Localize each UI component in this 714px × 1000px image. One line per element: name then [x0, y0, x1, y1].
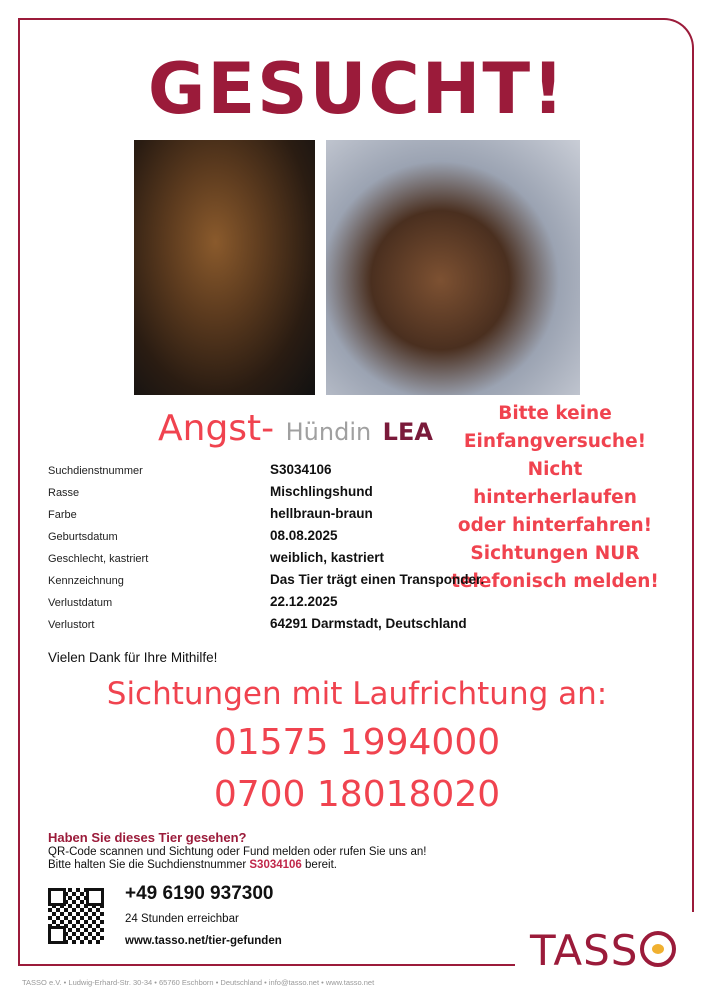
warning-line: Bitte keine — [498, 403, 612, 424]
dog-heading — [158, 408, 433, 449]
detail-label: Rasse — [48, 487, 80, 499]
detail-label: Verlustort — [48, 619, 95, 631]
tasso-logo — [530, 926, 676, 975]
note-text: Bitte halten Sie die Suchdienstnummer — [48, 859, 250, 871]
note-search-id: S3034106 — [249, 859, 302, 871]
qr-finder — [48, 888, 66, 906]
qr-finder — [48, 926, 66, 944]
detail-row — [48, 616, 548, 638]
detail-row — [48, 462, 548, 484]
thanks-text: Vielen Dank für Ihre Mithilfe! — [48, 650, 218, 665]
detail-label: Verlustdatum — [48, 597, 113, 609]
warning-line: telefonisch melden! — [451, 571, 659, 592]
warning-line: oder hinterfahren! — [457, 515, 653, 536]
detail-row — [48, 528, 548, 550]
detail-value: 08.08.2025 — [270, 528, 338, 543]
contact-question: Haben Sie dieses Tier gesehen? — [48, 830, 247, 845]
sightings-headline: Sichtungen mit Laufrichtung an: — [106, 676, 608, 712]
contact-phone: +49 6190 937300 — [125, 883, 274, 904]
heading-prefix: Angst- — [158, 408, 275, 449]
detail-value: Das Tier trägt einen Transponder. — [270, 572, 485, 587]
contact-url[interactable]: www.tasso.net/tier-gefunden — [125, 935, 282, 947]
heading-species: Hündin — [285, 418, 372, 446]
detail-label: Farbe — [48, 509, 77, 521]
detail-value: hellbraun-braun — [270, 506, 373, 521]
footer-address: TASSO e.V. • Ludwig-Erhard-Str. 30-34 • 65760 Eschborn • Deutschland • info@tasso.net • www.tasso.net — [22, 978, 375, 987]
sightings-phone-1: 01575 1994000 — [213, 722, 501, 763]
detail-row — [48, 484, 548, 506]
dog-photo-2 — [326, 140, 580, 395]
contact-hours: 24 Stunden erreichbar — [125, 913, 239, 925]
detail-label: Geburtsdatum — [48, 531, 118, 543]
detail-value: weiblich, kastriert — [270, 550, 385, 565]
detail-value: S3034106 — [270, 462, 332, 477]
poster-title: GESUCHT! — [147, 48, 567, 130]
note-text: bereit. — [301, 859, 337, 871]
warning-line: Nicht hinterherlaufen — [473, 459, 637, 508]
qr-code[interactable] — [48, 888, 104, 944]
dog-photo-1 — [134, 140, 315, 395]
detail-row — [48, 506, 548, 528]
qr-finder — [86, 888, 104, 906]
paw-icon — [640, 931, 676, 967]
frame-bottom-line — [18, 964, 515, 966]
sightings-phone-2: 0700 18018020 — [213, 774, 501, 815]
warning-line: Einfangversuche! — [463, 431, 647, 452]
detail-value: 22.12.2025 — [270, 594, 338, 609]
logo-text: TASS — [530, 926, 639, 975]
detail-value: Mischlingshund — [270, 484, 373, 499]
detail-row — [48, 550, 548, 572]
detail-row — [48, 572, 548, 594]
heading-name: LEA — [382, 418, 433, 446]
frame-gap — [690, 912, 698, 972]
detail-label: Suchdienstnummer — [48, 465, 143, 477]
detail-label: Geschlecht, kastriert — [48, 553, 149, 565]
detail-row — [48, 594, 548, 616]
contact-instruction: QR-Code scannen und Sichtung oder Fund melden oder rufen Sie uns an! — [48, 846, 427, 858]
details-table — [48, 462, 548, 638]
warning-line: Sichtungen NUR — [470, 543, 640, 564]
detail-value: 64291 Darmstadt, Deutschland — [270, 616, 467, 631]
detail-label: Kennzeichnung — [48, 575, 124, 587]
contact-id-note — [48, 859, 337, 871]
